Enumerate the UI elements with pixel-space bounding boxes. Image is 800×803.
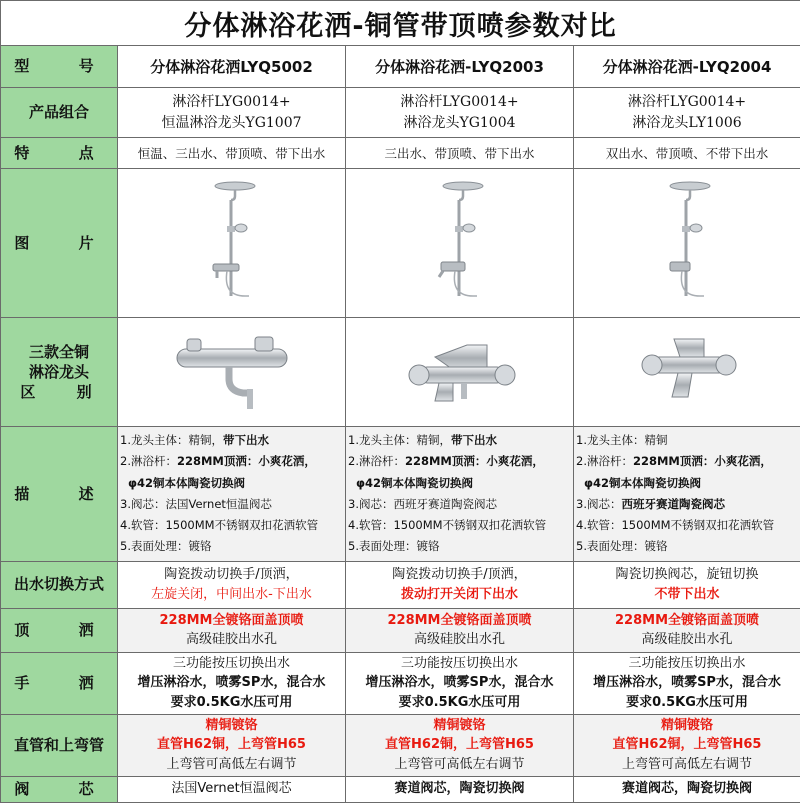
label-faucet-line2: 淋浴龙头 [1, 362, 117, 382]
hand-1-line2: 增压淋浴水，喷雾SP水，混合水 [118, 673, 345, 693]
combo-3-line2: 淋浴龙头LY1006 [574, 113, 800, 133]
label-valve: 阀 芯 [1, 776, 118, 802]
desc-1-line5: 4.软管：1500MM不锈钢双扣花洒软管 [120, 515, 343, 536]
desc-2-line1: 1.龙头主体：精铜， [348, 433, 451, 447]
desc-3 [574, 427, 800, 562]
pipe-3-line1: 精铜镀铬 [574, 716, 800, 736]
desc-1-line4: 3.阀芯： [120, 497, 165, 511]
desc-2-line1-bold: 带下出水 [451, 433, 497, 447]
desc-2-line5: 4.软管：1500MM不锈钢双扣花洒软管 [348, 515, 571, 536]
feature-2: 三出水、带顶喷、带下出水 [346, 138, 574, 169]
switch-3-line2: 不带下出水 [574, 585, 800, 605]
desc-1-line1: 1.龙头主体：精铜， [120, 433, 223, 447]
desc-1-line1-bold: 带下出水 [223, 433, 269, 447]
hand-2-line1: 三功能按压切换出水 [346, 654, 573, 674]
pipe-2-line1: 精铜镀铬 [346, 716, 573, 736]
page-title: 分体淋浴花洒-铜管带顶喷参数对比 [1, 1, 800, 46]
desc-2-line2-bold: 228MM顶洒：小爽花洒， [405, 454, 544, 468]
pipe-1-line2: 直管H62铜，上弯管H65 [118, 735, 345, 755]
pipe-1 [118, 714, 346, 776]
combo-3 [574, 88, 800, 138]
valve-2: 赛道阀芯，陶瓷切换阀 [346, 776, 574, 802]
faucet-image-2 [346, 318, 574, 427]
top-1 [118, 608, 346, 652]
label-feature: 特 点 [1, 138, 118, 169]
mixer-faucet-icon [622, 327, 752, 417]
desc-3-line5: 4.软管：1500MM不锈钢双扣花洒软管 [576, 515, 798, 536]
label-model: 型 号 [1, 46, 118, 88]
model-3: 分体淋浴花洒-LYQ2004 [574, 46, 800, 88]
shower-system-icon [642, 178, 732, 308]
desc-2-line4-value: 西班牙赛道陶瓷阀芯 [393, 497, 497, 511]
top-2 [346, 608, 574, 652]
mixer-faucet-icon [395, 327, 525, 417]
switch-2-line2: 拨动打开关闭下出水 [346, 585, 573, 605]
desc-3-line4: 3.阀芯： [576, 497, 621, 511]
desc-2-line4: 3.阀芯： [348, 497, 393, 511]
top-2-line2: 高级硅胶出水孔 [346, 630, 573, 650]
desc-2-line2: 2.淋浴杆： [348, 454, 405, 468]
desc-3-line2: 2.淋浴杆： [576, 454, 633, 468]
pipe-1-line3: 上弯管可高低左右调节 [118, 755, 345, 775]
pipe-3-line3: 上弯管可高低左右调节 [574, 755, 800, 775]
label-desc: 描 述 [1, 427, 118, 562]
switch-1 [118, 561, 346, 608]
feature-3: 双出水、带顶喷、不带下出水 [574, 138, 800, 169]
label-image: 图 片 [1, 169, 118, 318]
label-faucet-line3: 区 别 [1, 382, 117, 402]
switch-3 [574, 561, 800, 608]
hand-2 [346, 652, 574, 714]
pipe-3-line2: 直管H62铜，上弯管H65 [574, 735, 800, 755]
model-2: 分体淋浴花洒-LYQ2003 [346, 46, 574, 88]
desc-3-line1: 1.龙头主体：精铜 [576, 433, 667, 447]
top-3-line1: 228MM全镀铬面盖顶喷 [574, 611, 800, 631]
hand-3 [574, 652, 800, 714]
combo-2 [346, 88, 574, 138]
desc-1-line3: φ42铜本体陶瓷切换阀 [120, 473, 343, 494]
shower-image-2 [346, 169, 574, 318]
combo-1-line1: 淋浴杆LYG0014+ [118, 92, 345, 112]
combo-3-line1: 淋浴杆LYG0014+ [574, 92, 800, 112]
desc-3-line2-bold: 228MM顶洒：小爽花洒， [633, 454, 772, 468]
pipe-2 [346, 714, 574, 776]
switch-2-line1: 陶瓷拨动切换手/顶洒， [346, 565, 573, 585]
pipe-1-line1: 精铜镀铬 [118, 716, 345, 736]
label-combo: 产品组合 [1, 88, 118, 138]
label-hand: 手 洒 [1, 652, 118, 714]
switch-2 [346, 561, 574, 608]
label-faucet [1, 318, 118, 427]
label-pipe: 直管和上弯管 [1, 714, 118, 776]
hand-2-line2: 增压淋浴水，喷雾SP水，混合水 [346, 673, 573, 693]
desc-3-line4-value: 西班牙赛道陶瓷阀芯 [621, 497, 725, 511]
top-1-line1: 228MM全镀铬面盖顶喷 [118, 611, 345, 631]
shower-image-3 [574, 169, 800, 318]
hand-3-line2: 增压淋浴水，喷雾SP水，混合水 [574, 673, 800, 693]
switch-1-line2: 左旋关闭，中间出水-下出水 [118, 585, 345, 605]
hand-1-line1: 三功能按压切换出水 [118, 654, 345, 674]
hand-3-line3: 要求0.5KG水压可用 [574, 693, 800, 713]
thermostatic-faucet-icon [167, 327, 297, 417]
pipe-2-line2: 直管H62铜，上弯管H65 [346, 735, 573, 755]
feature-1: 恒温、三出水、带顶喷、带下出水 [118, 138, 346, 169]
label-top: 顶 洒 [1, 608, 118, 652]
switch-3-line1: 陶瓷切换阀芯，旋钮切换 [574, 565, 800, 585]
desc-1-line6: 5.表面处理：镀铬 [120, 536, 343, 557]
combo-1 [118, 88, 346, 138]
model-1: 分体淋浴花洒LYQ5002 [118, 46, 346, 88]
hand-3-line1: 三功能按压切换出水 [574, 654, 800, 674]
faucet-image-3 [574, 318, 800, 427]
shower-image-1 [118, 169, 346, 318]
label-switch: 出水切换方式 [1, 561, 118, 608]
switch-1-line1: 陶瓷拨动切换手/顶洒， [118, 565, 345, 585]
valve-1: 法国Vernet恒温阀芯 [118, 776, 346, 802]
pipe-2-line3: 上弯管可高低左右调节 [346, 755, 573, 775]
desc-3-line6: 5.表面处理：镀铬 [576, 536, 798, 557]
top-2-line1: 228MM全镀铬面盖顶喷 [346, 611, 573, 631]
combo-2-line2: 淋浴龙头YG1004 [346, 113, 573, 133]
faucet-image-1 [118, 318, 346, 427]
shower-system-icon [415, 178, 505, 308]
desc-1 [118, 427, 346, 562]
hand-1 [118, 652, 346, 714]
hand-2-line3: 要求0.5KG水压可用 [346, 693, 573, 713]
valve-3: 赛道阀芯，陶瓷切换阀 [574, 776, 800, 802]
shower-system-icon [187, 178, 277, 308]
desc-2-line6: 5.表面处理：镀铬 [348, 536, 571, 557]
top-3-line2: 高级硅胶出水孔 [574, 630, 800, 650]
desc-2 [346, 427, 574, 562]
desc-1-line2: 2.淋浴杆： [120, 454, 177, 468]
combo-2-line1: 淋浴杆LYG0014+ [346, 92, 573, 112]
pipe-3 [574, 714, 800, 776]
desc-1-line2-bold: 228MM顶洒：小爽花洒， [177, 454, 316, 468]
combo-1-line2: 恒温淋浴龙头YG1007 [118, 113, 345, 133]
hand-1-line3: 要求0.5KG水压可用 [118, 693, 345, 713]
top-3 [574, 608, 800, 652]
desc-2-line3: φ42铜本体陶瓷切换阀 [348, 473, 571, 494]
desc-1-line4-value: 法国Vernet恒温阀芯 [165, 497, 271, 511]
top-1-line2: 高级硅胶出水孔 [118, 630, 345, 650]
label-faucet-line1: 三款全铜 [1, 342, 117, 362]
desc-3-line3: φ42铜本体陶瓷切换阀 [576, 473, 798, 494]
